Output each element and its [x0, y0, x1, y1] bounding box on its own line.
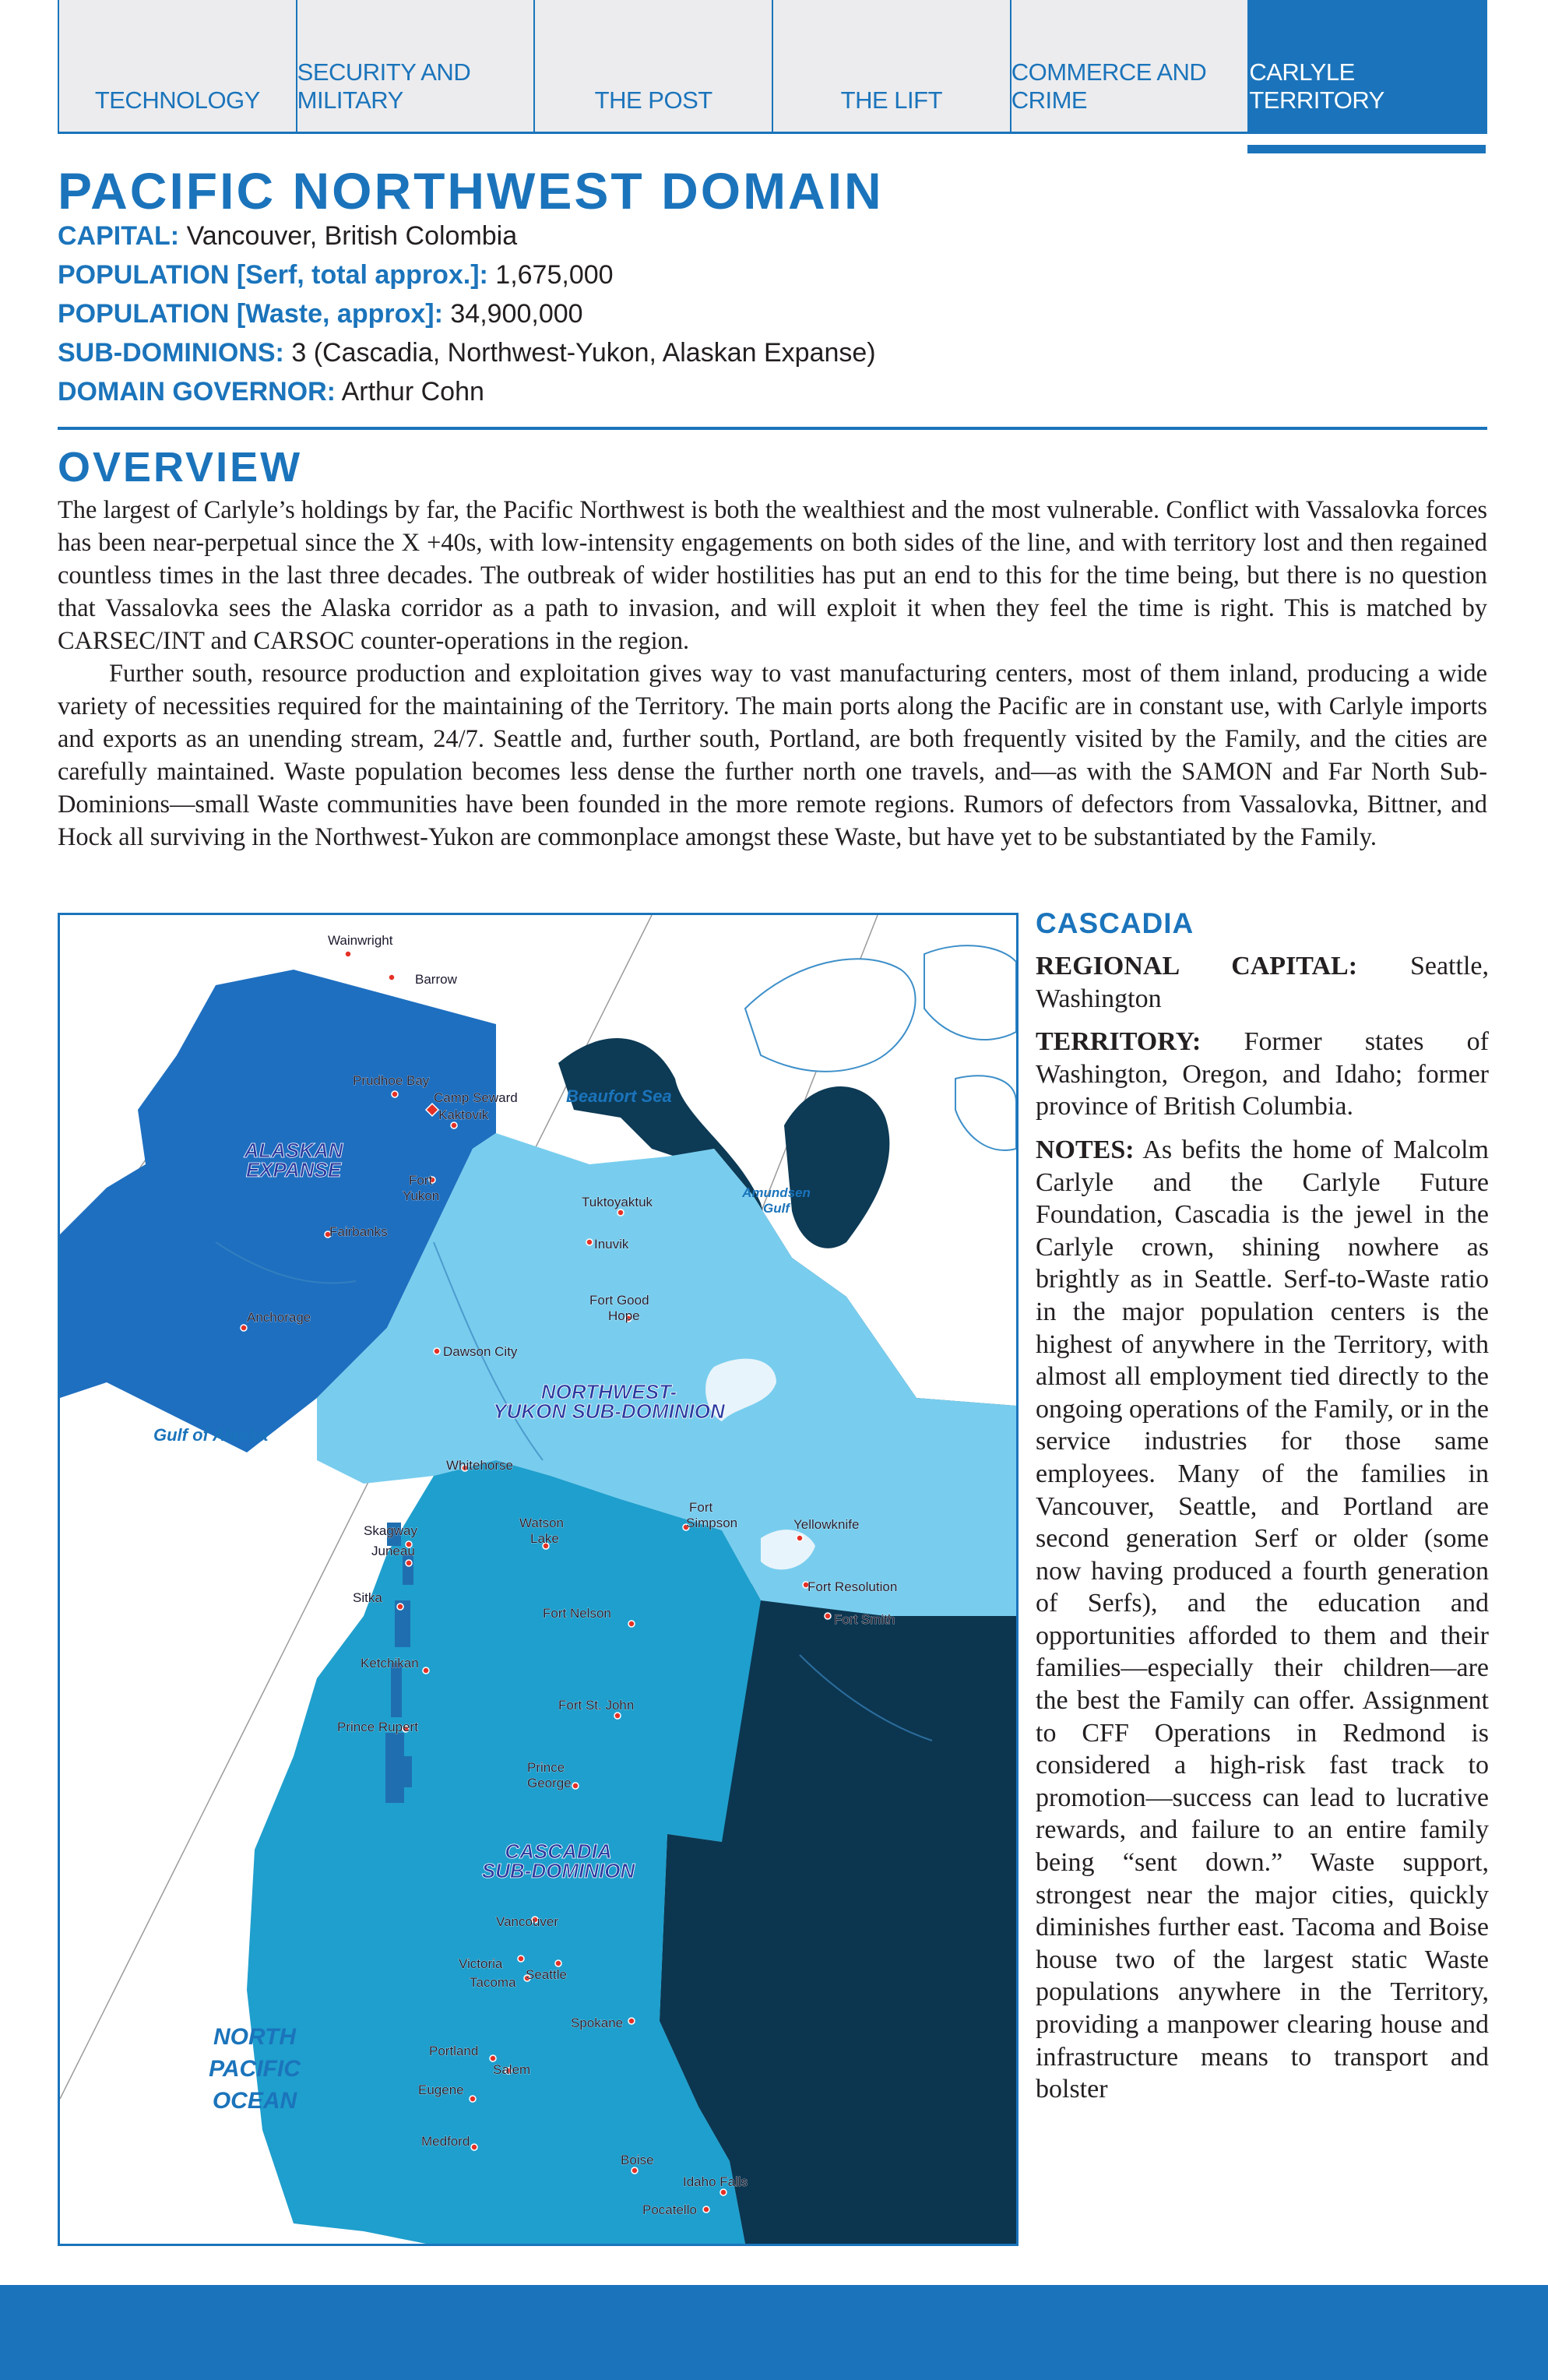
city-label: Medford	[421, 2134, 470, 2149]
overview-paragraph: The largest of Carlyle’s holdings by far, the Pacific Northwest is both the wealthiest and the most vulnerable. Conflict with Vassalovka forces has been near-perpetual since the X +40s, with low-intensity engagements on both sides of the line, and with territory lost and then regained countless times in the last three decades. The outbreak of wider hostilities has put an end to this for the time being, but there is no question that Vassalovka sees the Alaska corridor as a path to invasion, and will exploit it when they feel the time is right. This is matched by CARSEC/INT and CARSOC counter-operations in the region.	[58, 496, 1487, 655]
city-label: Fort Nelson	[543, 1606, 611, 1621]
city-label: Anchorage	[247, 1310, 311, 1325]
city-label: Eugene	[418, 2082, 464, 2097]
fact-label: DOMAIN GOVERNOR:	[58, 377, 336, 407]
page-footer-bar	[0, 2285, 1548, 2380]
city-label: Skagway	[364, 1523, 417, 1538]
city-label: Idaho Falls	[683, 2174, 748, 2189]
tab-label: THE POST	[594, 86, 712, 114]
field-value: Seattle, Washington	[1036, 952, 1489, 1013]
overview-heading: OVERVIEW	[58, 444, 303, 491]
city-label: Yellowknife	[793, 1517, 860, 1532]
field-label: REGIONAL CAPITAL:	[1036, 952, 1358, 981]
section-tabs	[58, 0, 1487, 134]
cascadia-sidebar	[1036, 905, 1489, 2117]
city-label: Fort	[689, 1500, 713, 1515]
city-label: Seattle	[526, 1967, 567, 1982]
fact-value: Arthur Cohn	[341, 377, 484, 407]
overview-text	[58, 494, 1487, 854]
city-label: Prince	[527, 1760, 565, 1775]
city-label: Vancouver	[496, 1914, 559, 1929]
city-label: Fort Smith	[834, 1612, 895, 1627]
water-label-beaufort: Beaufort Sea	[566, 1086, 672, 1106]
water-label-gulf-alaska: Gulf of Alaska	[153, 1425, 269, 1445]
city-label: Tuktoyaktuk	[582, 1195, 653, 1209]
water-label-pacific: PACIFIC	[209, 2056, 301, 2082]
city-label: Inuvik	[594, 1237, 629, 1252]
region-label-nwy: NORTHWEST-	[540, 1380, 677, 1403]
city-label: Watson	[519, 1516, 565, 1530]
city-label: Prudhoe Bay	[353, 1073, 430, 1088]
city-label: Barrow	[415, 972, 457, 987]
region-label-alaskan: ALASKAN	[244, 1139, 343, 1162]
water-label-pacific: NORTH	[213, 2024, 297, 2050]
fact-label: POPULATION [Serf, total approx.]:	[58, 260, 488, 290]
tab-commerce-and-crime[interactable]	[1010, 0, 1248, 134]
tab-technology[interactable]	[58, 0, 296, 134]
tab-label: COMMERCE AND CRIME	[1011, 58, 1207, 114]
city-label: Fort Resolution	[807, 1579, 898, 1594]
city-label: Dawson City	[443, 1344, 518, 1359]
city-label: George	[527, 1776, 572, 1790]
city-label: Yukon	[403, 1188, 440, 1203]
city-label: Salem	[493, 2062, 531, 2077]
tab-label: TECHNOLOGY	[94, 86, 260, 114]
fact-value: 3 (Cascadia, Northwest-Yukon, Alaskan Expanse)	[291, 338, 876, 368]
field-label: NOTES:	[1036, 1135, 1135, 1164]
city-label: Prince Rupert	[337, 1720, 418, 1734]
region-label-cascadia: SUB-DOMINION	[481, 1859, 635, 1882]
tab-the-lift[interactable]	[772, 0, 1010, 134]
overview-paragraph: Further south, resource production and exploitation gives way to vast manufacturing centers, most of them inland, producing a wide variety of necessities required for the maintaining of the Territory. The main ports along the Pacific are in constant use, with Carlyle imports and exports as an unending stream, 24/7. Seattle and, further south, Portland, are both frequently visited by the Family, and the cities are carefully maintained. Waste population becomes less dense the further north one travels, and—as with the SAMON and Far North Sub-Dominions—small Waste communities have been founded in the more remote regions. Rumors of defectors from Vassalovka, Bittner, and Hock all surviving in the Northwest-Yukon are commonplace amongst these Waste, but have yet to be substantiated by the Family.	[58, 660, 1487, 851]
city-label: Ketchikan	[361, 1656, 419, 1671]
tab-security-and-military[interactable]	[296, 0, 534, 134]
tab-label: THE LIFT	[840, 86, 943, 114]
fact-label: CAPITAL:	[58, 221, 180, 251]
section-divider	[58, 427, 1487, 430]
cascadia-notes	[1036, 1134, 1489, 2106]
city-label: Whitehorse	[446, 1458, 513, 1473]
city-label: Tacoma	[470, 1975, 516, 1990]
water-label-pacific: OCEAN	[212, 2088, 297, 2114]
fact-serf-population	[58, 255, 1490, 294]
field-label: TERRITORY:	[1036, 1027, 1201, 1057]
fact-value: Vancouver, British Colombia	[186, 221, 518, 251]
city-label: Spokane	[571, 2016, 624, 2030]
city-label: Wainwright	[328, 933, 393, 948]
tab-label: SECURITY AND MILITARY	[297, 58, 471, 114]
cascadia-heading: CASCADIA	[1036, 907, 1194, 939]
fact-label: POPULATION [Waste, approx]:	[58, 299, 443, 329]
territory-map	[58, 913, 1019, 2246]
city-label: Lake	[530, 1531, 559, 1546]
active-tab-indicator	[1247, 145, 1486, 153]
city-label: Fort	[409, 1173, 433, 1188]
water-label-amundsen: Amundsen	[742, 1185, 811, 1200]
city-label: Sitka	[353, 1590, 382, 1605]
tab-label: CARLYLE TERRITORY	[1249, 58, 1384, 114]
fact-governor	[58, 372, 1490, 411]
city-label: Simpson	[686, 1516, 738, 1530]
fact-capital	[58, 217, 1490, 255]
fact-value: 34,900,000	[450, 299, 583, 329]
fact-value: 1,675,000	[495, 260, 614, 290]
fact-waste-population	[58, 294, 1490, 333]
city-label: Portland	[429, 2044, 479, 2058]
city-label: Boise	[621, 2153, 654, 2167]
city-label: Fairbanks	[329, 1224, 388, 1239]
region-label-nwy: YUKON SUB-DOMINION	[493, 1399, 725, 1423]
city-label: Kaktovik	[438, 1107, 489, 1122]
city-label: Hope	[608, 1308, 640, 1323]
city-label: Pocatello	[642, 2202, 697, 2217]
field-value: As befits the home of Malcolm Carlyle and the Carlyle Future Foundation, Cascadia is the jewel in the Carlyle crown, shining nowhere as brightly as in Seattle. Serf-to-Waste ratio in the major population centers is the highest of anywhere in the Territory, with almost all employment tied directly to the ongoing operations of the Family, or in the service industries for those same employees. Many of the families in Vancouver, Seattle, and Portland are second generation Serf or older (some now having produced a fourth generation of Serfs), and the education and opportunities afforded to them and their families—especially their children—are the best the Family can offer. Assignment to CFF Operations in Redmond is considered a high-risk fast track to promotion—success can lead to lucrative rewards, and failure to an entire family being “sent down.” Waste support, strongest near the major cities, quickly diminishes further east. Tacoma and Boise house two of the largest static Waste populations anywhere in the Territory, providing a manpower clearing house and infrastructure means to transport and bolster	[1036, 1135, 1489, 2104]
tab-the-post[interactable]	[533, 0, 772, 134]
cascadia-capital	[1036, 950, 1489, 1015]
domain-facts	[58, 217, 1490, 411]
city-label: Juneau	[371, 1544, 415, 1558]
region-label-alaskan: EXPANSE	[245, 1158, 342, 1181]
cascadia-territory	[1036, 1026, 1489, 1123]
water-label-amundsen: Gulf	[763, 1201, 790, 1216]
tab-carlyle-territory[interactable]	[1247, 0, 1487, 134]
region-label-cascadia: CASCADIA	[505, 1840, 612, 1863]
city-label: Fort Good	[589, 1293, 649, 1308]
city-label: Victoria	[459, 1956, 503, 1971]
fact-sub-dominions	[58, 333, 1490, 372]
page-title: PACIFIC NORTHWEST DOMAIN	[58, 162, 884, 220]
fact-label: SUB-DOMINIONS:	[58, 338, 284, 368]
field-value: Former states of Washington, Oregon, and Idaho; former province of British Columbia.	[1036, 1027, 1490, 1121]
city-label: Fort St. John	[558, 1698, 635, 1713]
city-label: Camp Seward	[434, 1090, 518, 1105]
